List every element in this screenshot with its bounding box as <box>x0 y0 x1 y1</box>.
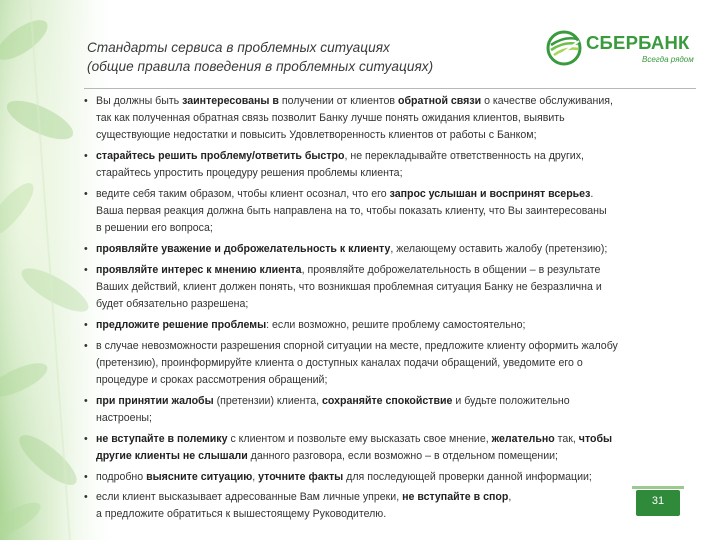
list-item-text <box>96 471 592 483</box>
sberbank-logo <box>546 30 696 70</box>
text-segment: если клиент высказывает адресованные Вам личные упреки, <box>96 491 403 504</box>
list-item-text <box>96 264 602 310</box>
emphasis-text: старайтесь решить проблему/ответить быстро <box>96 150 345 163</box>
emphasis-text: при принятии жалобы <box>96 394 214 407</box>
bullet-marker: • <box>84 318 88 331</box>
logo-wordmark: СБЕРБАНК <box>586 32 690 53</box>
emphasis-text: заинтересованы в <box>182 95 279 107</box>
text-segment: : если возможно, решите проблему самостоятельно; <box>266 318 526 331</box>
text-segment: Ваша первая реакция должна быть направлена на то, чтобы показать клиенту, что Вы заинтересованы <box>96 205 607 218</box>
text-segment: (претензии) клиента, <box>213 394 323 407</box>
bullet-marker: • <box>84 188 88 201</box>
sberbank-emblem-icon <box>546 30 582 66</box>
bullet-marker: • <box>84 95 88 107</box>
text-segment: в случае невозможности разрешения спорной ситуации на месте, предложите клиенту оформить жалобу <box>96 339 618 352</box>
text-segment: получении от клиентов <box>278 95 399 107</box>
list-item <box>82 431 700 465</box>
text-segment: существующие недостатки и повысить Удовлетворенность клиентов от работы с Банком; <box>96 129 537 142</box>
text-segment: подробно <box>96 470 147 483</box>
bullet-marker: • <box>84 243 88 256</box>
list-item-text <box>96 319 525 331</box>
bullet-marker: • <box>84 470 88 483</box>
list-item-text <box>96 150 584 179</box>
emphasis-text: сохраняйте спокойствие <box>322 394 453 407</box>
bullet-marker: • <box>84 339 88 352</box>
page-number: 31 <box>636 490 680 516</box>
logo-slogan: Всегда рядом <box>642 55 694 64</box>
bullet-marker: • <box>84 394 88 407</box>
emphasis-text: не вступайте в полемику <box>96 432 228 445</box>
list-item-text <box>96 395 570 424</box>
title-line-1: Стандарты сервиса в проблемных ситуациях <box>87 40 390 55</box>
text-segment: Ваших действий, клиент должен понять, что возникшая проблемная ситуация Банку не безразлична и <box>96 281 602 294</box>
text-segment: (претензию), проинформируйте клиента о доступных каналах подачи обращений, уведомите его о <box>96 356 583 369</box>
list-item <box>82 93 700 145</box>
list-item <box>82 262 700 314</box>
emphasis-text: чтобы <box>578 432 613 445</box>
list-item <box>82 338 700 390</box>
text-segment: так, <box>554 432 579 445</box>
text-segment: процедуре и сроках рассмотрения обращений; <box>96 374 328 387</box>
list-item <box>82 186 700 238</box>
header-divider <box>84 88 696 89</box>
slide-title <box>87 38 547 76</box>
bullet-marker: • <box>84 263 88 276</box>
emphasis-text: обратной связи <box>398 95 482 107</box>
text-segment: в решении его вопроса; <box>96 222 213 235</box>
text-segment: настроены; <box>96 411 152 424</box>
title-line-2: (общие правила поведения в проблемных ситуациях) <box>87 59 434 74</box>
list-item <box>82 148 700 182</box>
emphasis-text: проявляйте интерес к мнению клиента <box>96 263 302 276</box>
emphasis-text: другие клиенты не слышали <box>96 449 248 462</box>
list-item-text <box>96 491 511 520</box>
emphasis-text: желательно <box>491 432 555 445</box>
emphasis-text: запрос услышан и воспринят всерьез <box>389 188 591 201</box>
bullet-marker: • <box>84 491 88 504</box>
bullet-marker: • <box>84 150 88 163</box>
emphasis-text: проявляйте уважение и доброжелательность к клиенту <box>96 243 391 256</box>
text-segment: а предложите обратиться к вышестоящему Руководителю. <box>96 508 387 521</box>
list-item <box>82 469 700 486</box>
list-item <box>82 317 700 334</box>
text-segment: о качестве обслуживания, <box>481 95 613 107</box>
list-item-text <box>96 340 618 386</box>
list-item <box>82 489 700 523</box>
text-segment: и будьте положительно <box>452 394 570 407</box>
list-item-text <box>96 95 613 141</box>
emphasis-text: предложите решение проблемы <box>96 318 267 331</box>
text-segment: , <box>508 491 512 504</box>
text-segment: так как полученная обратная связь позволит Банку лучше понять ожидания клиентов, выявить <box>96 112 565 125</box>
text-segment: , <box>252 470 259 483</box>
bullet-marker: • <box>84 432 88 445</box>
text-segment: для последующей проверки данной информации; <box>343 470 592 483</box>
text-segment: Вы должны быть <box>96 95 183 107</box>
text-segment: будет обязательно разрешена; <box>96 298 249 311</box>
text-segment: , проявляйте доброжелательность в общении – в результате <box>301 263 601 276</box>
emphasis-text: уточните факты <box>258 470 344 483</box>
list-item <box>82 241 700 258</box>
text-segment: данного разговора, если возможно – в отдельном помещении; <box>247 449 558 462</box>
bullet-list <box>82 93 700 527</box>
text-segment: с клиентом и позвольте ему высказать свое мнение, <box>227 432 492 445</box>
text-segment: ведите себя таким образом, чтобы клиент осознал, что его <box>96 188 390 201</box>
text-segment: , не перекладывайте ответственность на других, <box>344 150 584 163</box>
text-segment: старайтесь упростить процедуру решения проблемы клиента; <box>96 167 403 180</box>
text-segment: . <box>590 188 594 201</box>
text-segment: , желающему оставить жалобу (претензию); <box>390 243 608 256</box>
list-item-text <box>96 243 607 255</box>
emphasis-text: выясните ситуацию <box>146 470 253 483</box>
list-item <box>82 393 700 427</box>
list-item-text <box>96 433 612 462</box>
list-item-text <box>96 188 607 234</box>
emphasis-text: не вступайте в спор <box>402 491 509 504</box>
